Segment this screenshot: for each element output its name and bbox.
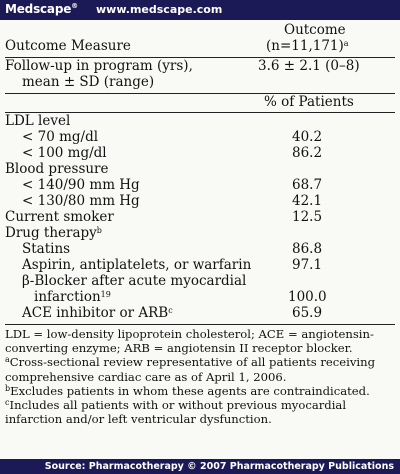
followup-label-cont: mean ± SD (range) <box>22 74 155 90</box>
abbrev-line2: converting enzyme; ARB = angiotensin II receptor blocker. <box>5 341 353 356</box>
row-value: 100.0 <box>288 289 327 305</box>
footnote-mark-b: b <box>96 226 102 235</box>
footnote-b-line1: Excludes patients in whom these agents are contraindicated. <box>10 383 370 398</box>
row-value: 42.1 <box>292 193 323 209</box>
row-label: β-Blocker after acute myocardial <box>22 273 247 289</box>
row-label: Current smoker <box>5 209 114 225</box>
footnote-c-mark: c <box>5 398 10 408</box>
row-label: Statins <box>22 241 71 257</box>
row-value: 68.7 <box>292 177 323 193</box>
percent-header: % of Patients <box>264 94 354 110</box>
row-value: 65.9 <box>292 305 323 321</box>
medscape-logo[interactable] <box>5 2 78 16</box>
footnote-c-line1: Includes all patients with or without previous myocardial <box>9 398 347 413</box>
footnote-mark-19: 19 <box>100 290 111 299</box>
row-value: 86.8 <box>292 241 323 257</box>
row-label: ACE inhibitor or ARB <box>22 305 169 321</box>
row-label: infarction <box>34 289 101 305</box>
row-value: 97.1 <box>292 257 323 273</box>
row-label: LDL level <box>5 113 71 129</box>
outcome-header: Outcome <box>284 22 346 38</box>
registered-mark: ® <box>71 2 78 10</box>
row-label: < 140/90 mm Hg <box>22 177 140 193</box>
row-value: 40.2 <box>292 129 323 145</box>
row-label: Drug therapy <box>5 225 97 241</box>
footer-bar <box>0 459 400 474</box>
footnote-a-line2: comprehensive cardiac care as of April 1, 2006. <box>5 369 287 384</box>
footnote-mark-a: a <box>343 39 349 48</box>
row-label: < 70 mg/dl <box>22 129 99 145</box>
footnote-mark-c: c <box>168 306 173 315</box>
footnote-a-mark: a <box>5 355 10 365</box>
followup-label: Follow-up in program (yrs), <box>5 58 193 74</box>
row-label: Blood pressure <box>5 161 109 177</box>
footnote-c-line2: infarction and/or left ventricular dysfunction. <box>5 412 272 427</box>
row-value: 12.5 <box>292 209 323 225</box>
row-value: 86.2 <box>292 145 323 161</box>
site-url[interactable]: www.medscape.com <box>96 3 223 16</box>
row-label: < 130/80 mm Hg <box>22 193 140 209</box>
table-bottom-rule <box>5 324 395 325</box>
abbrev-line1: LDL = low-density lipoprotein cholesterol; ACE = angiotensin- <box>5 327 374 341</box>
outcome-n: (n=11,171) <box>266 38 344 54</box>
source-credit: Source: Pharmacotherapy © 2007 Pharmacotherapy Publications <box>44 461 394 472</box>
row-label: < 100 mg/dl <box>22 145 107 161</box>
row-label: Aspirin, antiplatelets, or warfarin <box>22 257 252 273</box>
header-bar <box>0 0 400 20</box>
followup-value: 3.6 ± 2.1 (0–8) <box>258 58 360 74</box>
logo-text: Medscape <box>5 2 72 16</box>
footnotes <box>5 327 395 426</box>
outcome-measure-header: Outcome Measure <box>5 38 131 54</box>
footnote-a-line1: Cross-sectional review representative of all patients receiving <box>9 355 375 370</box>
footnote-b-mark: b <box>5 383 11 393</box>
